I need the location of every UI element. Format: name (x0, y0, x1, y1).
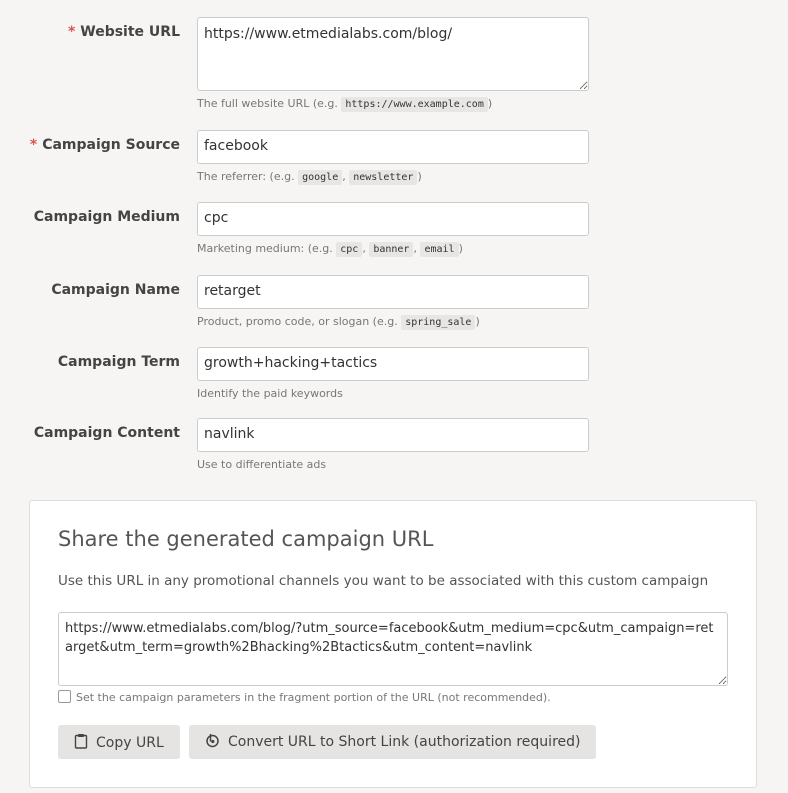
campaign-medium-label: Campaign Medium (33, 209, 180, 225)
campaign-source-help: The referrer: (e.g. google , newsletter ) (197, 170, 422, 183)
campaign-content-input[interactable]: navlink (197, 418, 589, 452)
share-panel-description: Use this URL in any promotional channels you want to be associated with this custom campaign (58, 573, 709, 589)
website-url-label: * Website URL (67, 24, 180, 40)
required-marker: * (29, 137, 38, 153)
bitly-icon (205, 733, 220, 748)
campaign-term-help: Identify the paid keywords (197, 387, 343, 400)
campaign-term-input[interactable]: growth+hacking+tactics (197, 347, 589, 381)
website-url-input[interactable] (197, 17, 589, 91)
campaign-content-label: Campaign Content (33, 425, 180, 441)
campaign-term-label: Campaign Term (57, 354, 180, 370)
example-code: google (298, 170, 342, 185)
copy-url-button[interactable] (58, 725, 180, 759)
share-panel (29, 500, 757, 788)
campaign-content-help: Use to differentiate ads (197, 458, 327, 471)
clipboard-icon (74, 733, 88, 749)
campaign-source-label: * Campaign Source (29, 137, 180, 153)
required-marker: * (67, 24, 76, 40)
share-panel-title: Share the generated campaign URL (58, 527, 434, 551)
website-url-help: The full website URL (e.g. https://www.example.com ) (197, 97, 493, 110)
campaign-source-input[interactable]: facebook (197, 130, 589, 164)
convert-shortlink-button[interactable] (189, 725, 596, 759)
fragment-option (58, 690, 551, 704)
fragment-option-label: Set the campaign parameters in the fragment portion of the URL (not recommended). (76, 691, 551, 704)
campaign-name-label: Campaign Name (51, 282, 180, 298)
fragment-checkbox[interactable] (58, 690, 71, 703)
example-code: spring_sale (401, 315, 475, 330)
example-code: https://www.example.com (341, 97, 487, 112)
example-code: newsletter (349, 170, 417, 185)
campaign-name-help: Product, promo code, or slogan (e.g. spring_sale ) (197, 315, 480, 328)
campaign-name-input[interactable]: retarget (197, 275, 589, 309)
example-code: cpc (336, 242, 362, 257)
generated-url-output[interactable]: https://www.etmedialabs.com/blog/?utm_source=facebook&utm_medium=cpc&utm_campaign=retarget&utm_term=growth%2Bhacking%2Btactics&utm_content=navlink (58, 612, 728, 686)
campaign-medium-input[interactable]: cpc (197, 202, 589, 236)
example-code: banner (369, 242, 413, 257)
copy-url-label: Copy URL (96, 735, 164, 751)
convert-shortlink-label: Convert URL to Short Link (authorization required) (228, 734, 581, 750)
campaign-medium-help: Marketing medium: (e.g. cpc , banner , email ) (197, 242, 463, 255)
example-code: email (420, 242, 458, 257)
